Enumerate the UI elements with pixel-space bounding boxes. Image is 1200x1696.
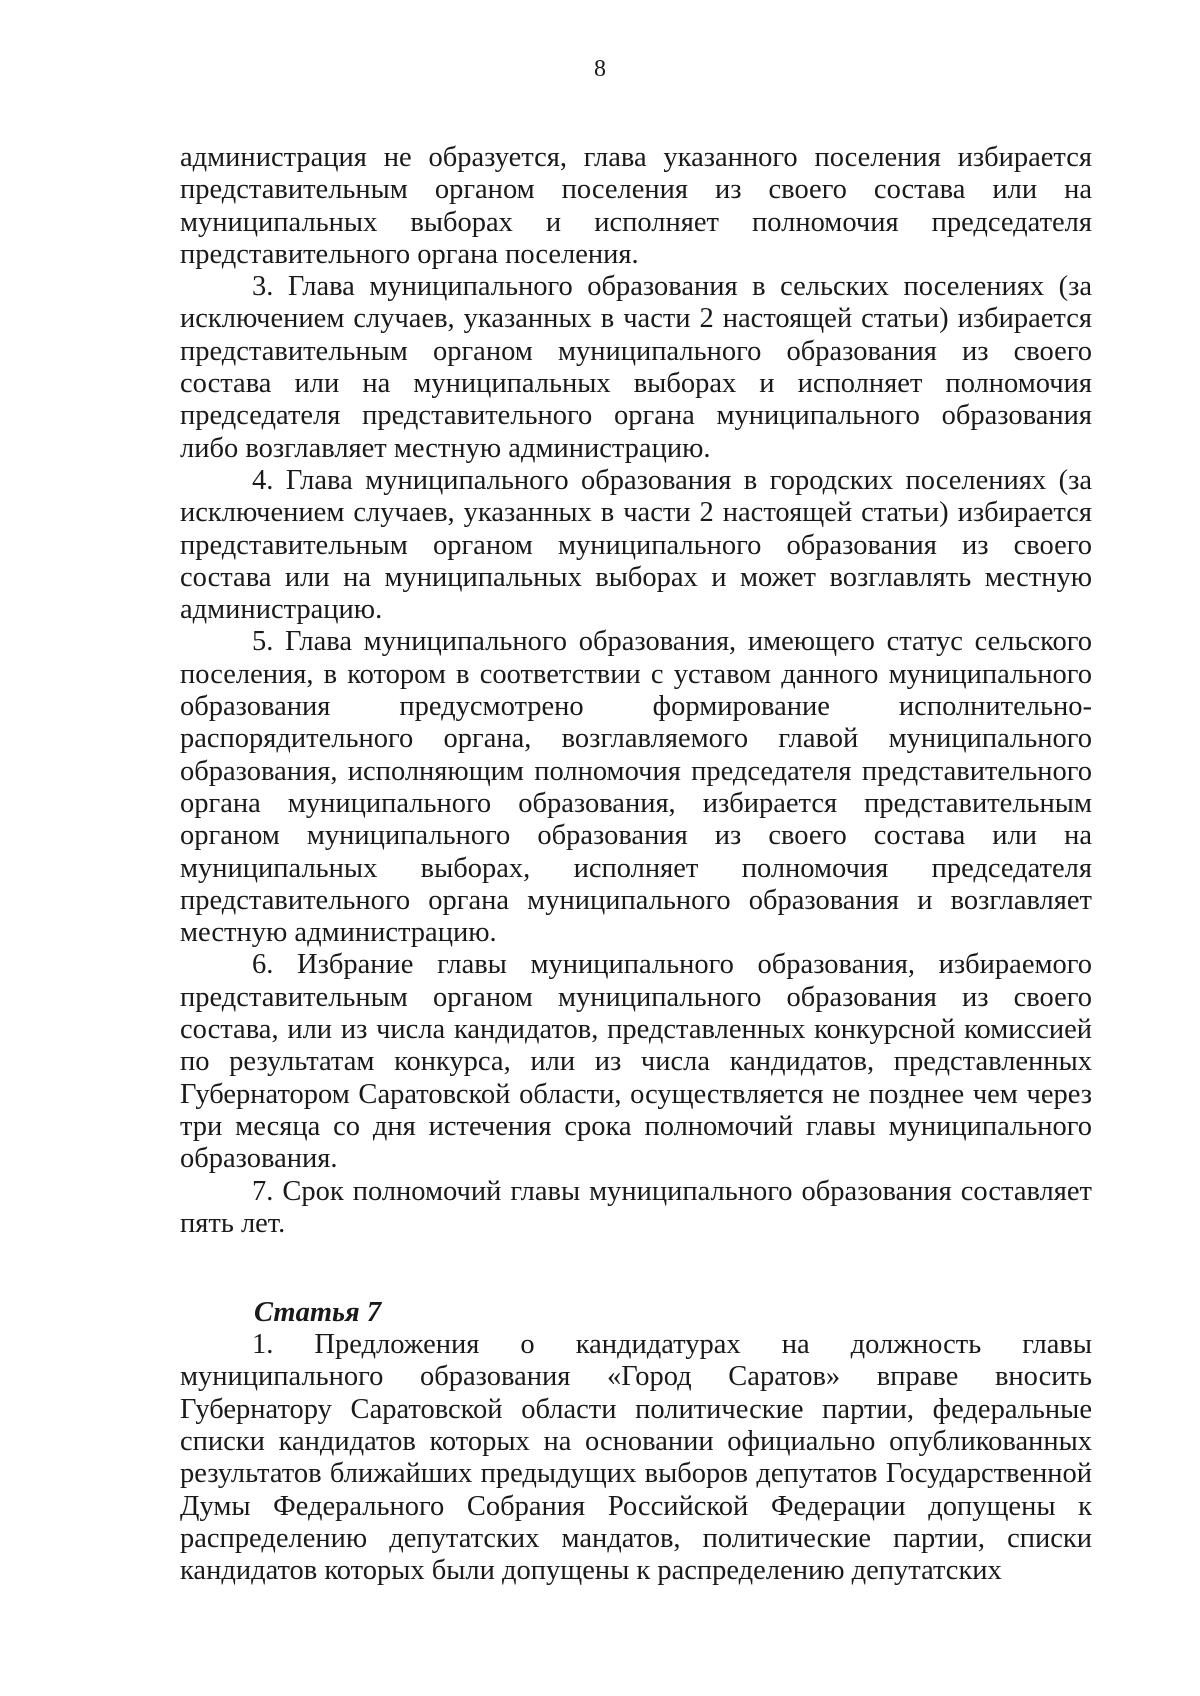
paragraph-7: 7. Срок полномочий главы муниципального образования составляет пять лет. <box>180 1175 1092 1239</box>
paragraph-4: 4. Глава муниципального образования в городских поселениях (за исключением случаев, указанных в части 2 настоящей статьи) избирается представительным органом муниципального образования из своего состава или на муниципальных выборах и может возглавлять местную администрацию. <box>180 464 1092 626</box>
paragraph-6: 6. Избрание главы муниципального образования, избираемого представительным органом муниципального образования из своего состава, или из числа кандидатов, представленных конкурсной комиссией по результатам конкурса, или из числа кандидатов, представленных Губернатором Саратовской области, осуществляется не позднее чем через три месяца со дня истечения срока полномочий главы муниципального образования. <box>180 949 1092 1175</box>
paragraph-3: 3. Глава муниципального образования в сельских поселениях (за исключением случаев, указанных в части 2 настоящей статьи) избирается представительным органом муниципального образования из своего состава или на муниципальных выборах и исполняет полномочия председателя представительного органа муниципального образования либо возглавляет местную администрацию. <box>180 271 1092 464</box>
paragraph-continuation: администрация не образуется, глава указанного поселения избирается представительным органом поселения из своего состава или на муниципальных выборах и исполняет полномочия председателя представительного органа поселения. <box>180 142 1092 270</box>
page-number: 8 <box>594 56 606 82</box>
article-heading: Статья 7 <box>254 1297 382 1329</box>
document-body <box>180 142 1092 1587</box>
article-paragraph-1: 1. Предложения о кандидатурах на должность главы муниципального образования «Город Саратов» вправе вносить Губернатору Саратовской области политические партии, федеральные списки кандидатов которых на основании официально опубликованных результатов ближайших предыдущих выборов депутатов Государственной Думы Федерального Собрания Российской Федерации допущены к распределению депутатских мандатов, политические партии, списки кандидатов которых были допущены к распределению депутатских <box>180 1329 1092 1587</box>
paragraph-5: 5. Глава муниципального образования, имеющего статус сельского поселения, в котором в соответствии с уставом данного муниципального образования предусмотрено формирование исполнительно-распорядительного органа, возглавляемого главой муниципального образования, исполняющим полномочия председателя представительного органа муниципального образования, избирается представительным органом муниципального образования из своего состава или на муниципальных выборах, исполняет полномочия председателя представительного органа муниципального образования и возглавляет местную администрацию. <box>180 626 1092 949</box>
